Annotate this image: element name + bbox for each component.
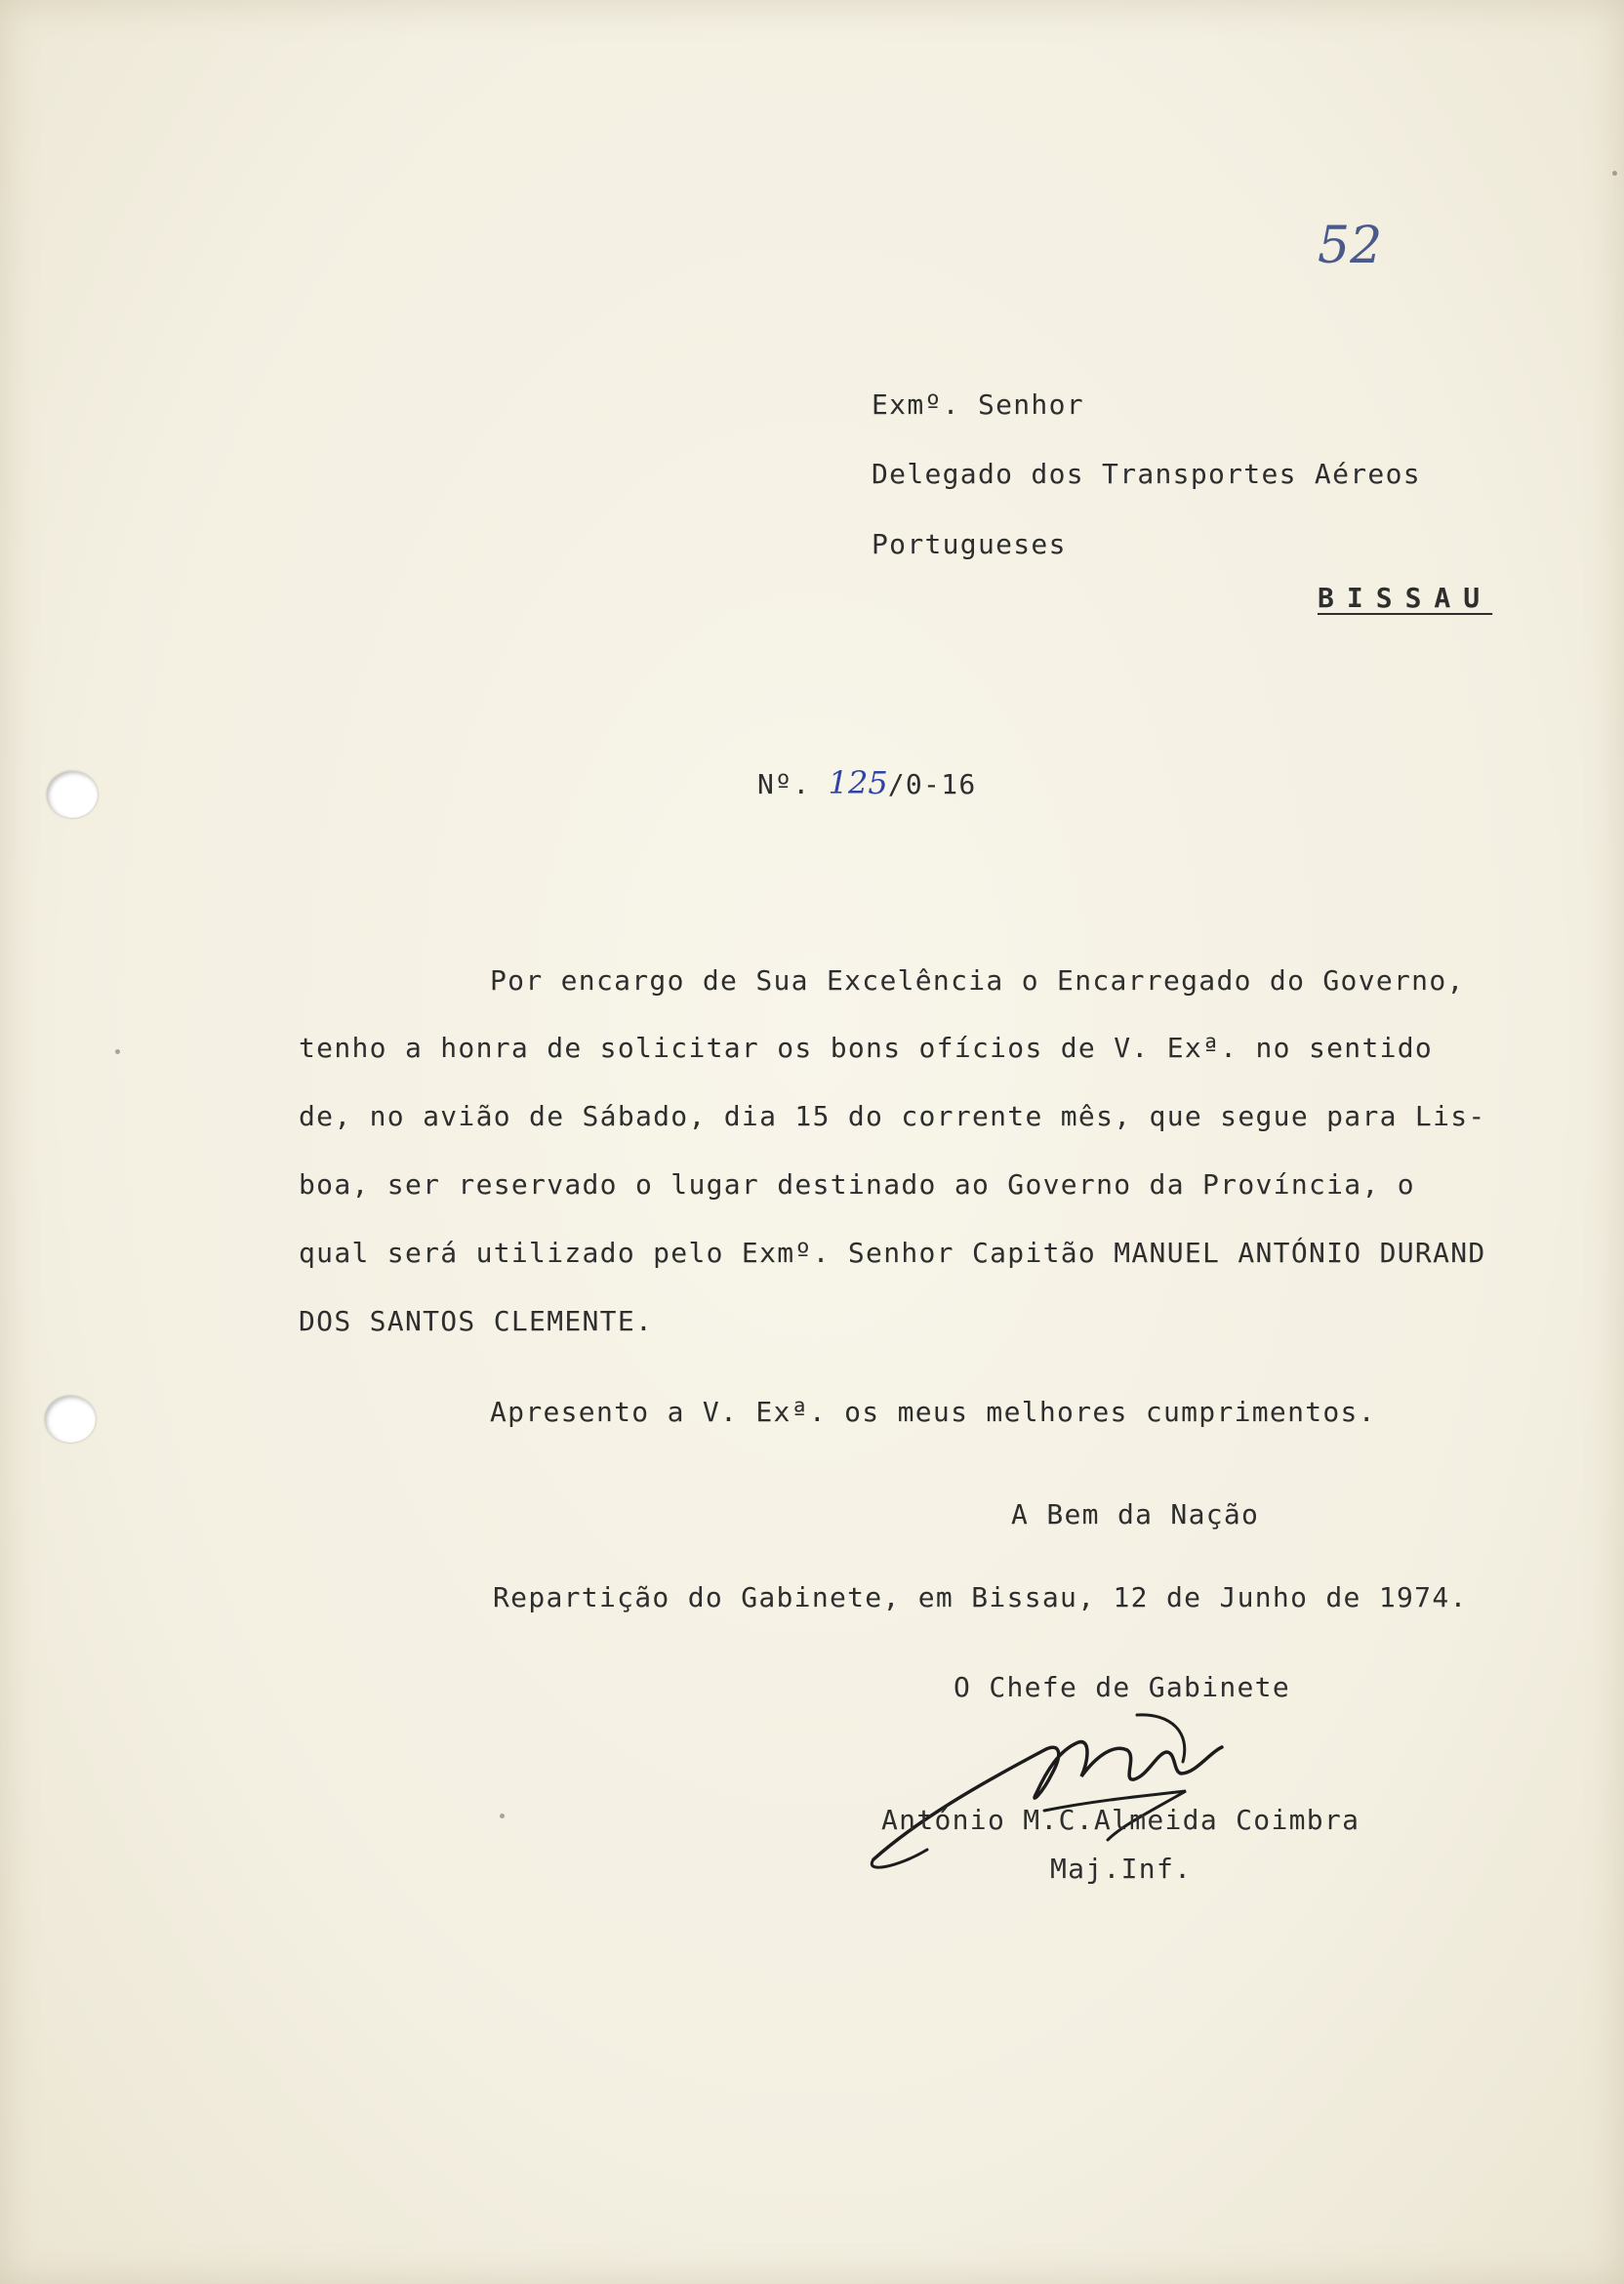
addressee-line-3: Portugueses xyxy=(872,528,1067,560)
signatory-name: António M.C.Almeida Coimbra xyxy=(881,1804,1360,1836)
reference-handwritten-number: 125 xyxy=(828,764,888,801)
addressee-line-1: Exmº. Senhor xyxy=(872,388,1084,421)
body-paragraph-2: Apresento a V. Exª. os meus melhores cumprimentos. xyxy=(490,1396,1376,1428)
page-number-handwritten: 52 xyxy=(1318,217,1383,275)
signatory-rank: Maj.Inf. xyxy=(1050,1853,1193,1885)
body-line-5: qual será utilizado pelo Exmº. Senhor Capitão MANUEL ANTÓNIO DURAND xyxy=(299,1237,1486,1269)
reference-suffix: /0-16 xyxy=(887,768,977,800)
closing-salutation: A Bem da Nação xyxy=(1011,1498,1260,1530)
reference-prefix: Nº. xyxy=(757,768,811,800)
paper-speck xyxy=(115,1049,120,1054)
paper-speck xyxy=(1612,171,1617,176)
reference-number xyxy=(757,766,977,801)
body-line-6: DOS SANTOS CLEMENTE. xyxy=(299,1305,654,1337)
punch-hole-bottom xyxy=(45,1396,96,1443)
paper-speck xyxy=(500,1814,505,1818)
signatory-title: O Chefe de Gabinete xyxy=(954,1671,1290,1703)
closing-place-date: Repartição do Gabinete, em Bissau, 12 de Junho de 1974. xyxy=(493,1581,1468,1613)
body-line-4: boa, ser reservado o lugar destinado ao Governo da Província, o xyxy=(299,1168,1415,1201)
body-line-1: Por encargo de Sua Excelência o Encarregado do Governo, xyxy=(490,964,1465,997)
body-line-3: de, no avião de Sábado, dia 15 do corrente mês, que segue para Lis- xyxy=(299,1100,1486,1132)
punch-hole-top xyxy=(47,771,98,818)
addressee-city: BISSAU xyxy=(1318,582,1493,614)
body-line-2: tenho a honra de solicitar os bons ofícios de V. Exª. no sentido xyxy=(299,1032,1434,1064)
addressee-line-2: Delegado dos Transportes Aéreos xyxy=(872,458,1421,490)
